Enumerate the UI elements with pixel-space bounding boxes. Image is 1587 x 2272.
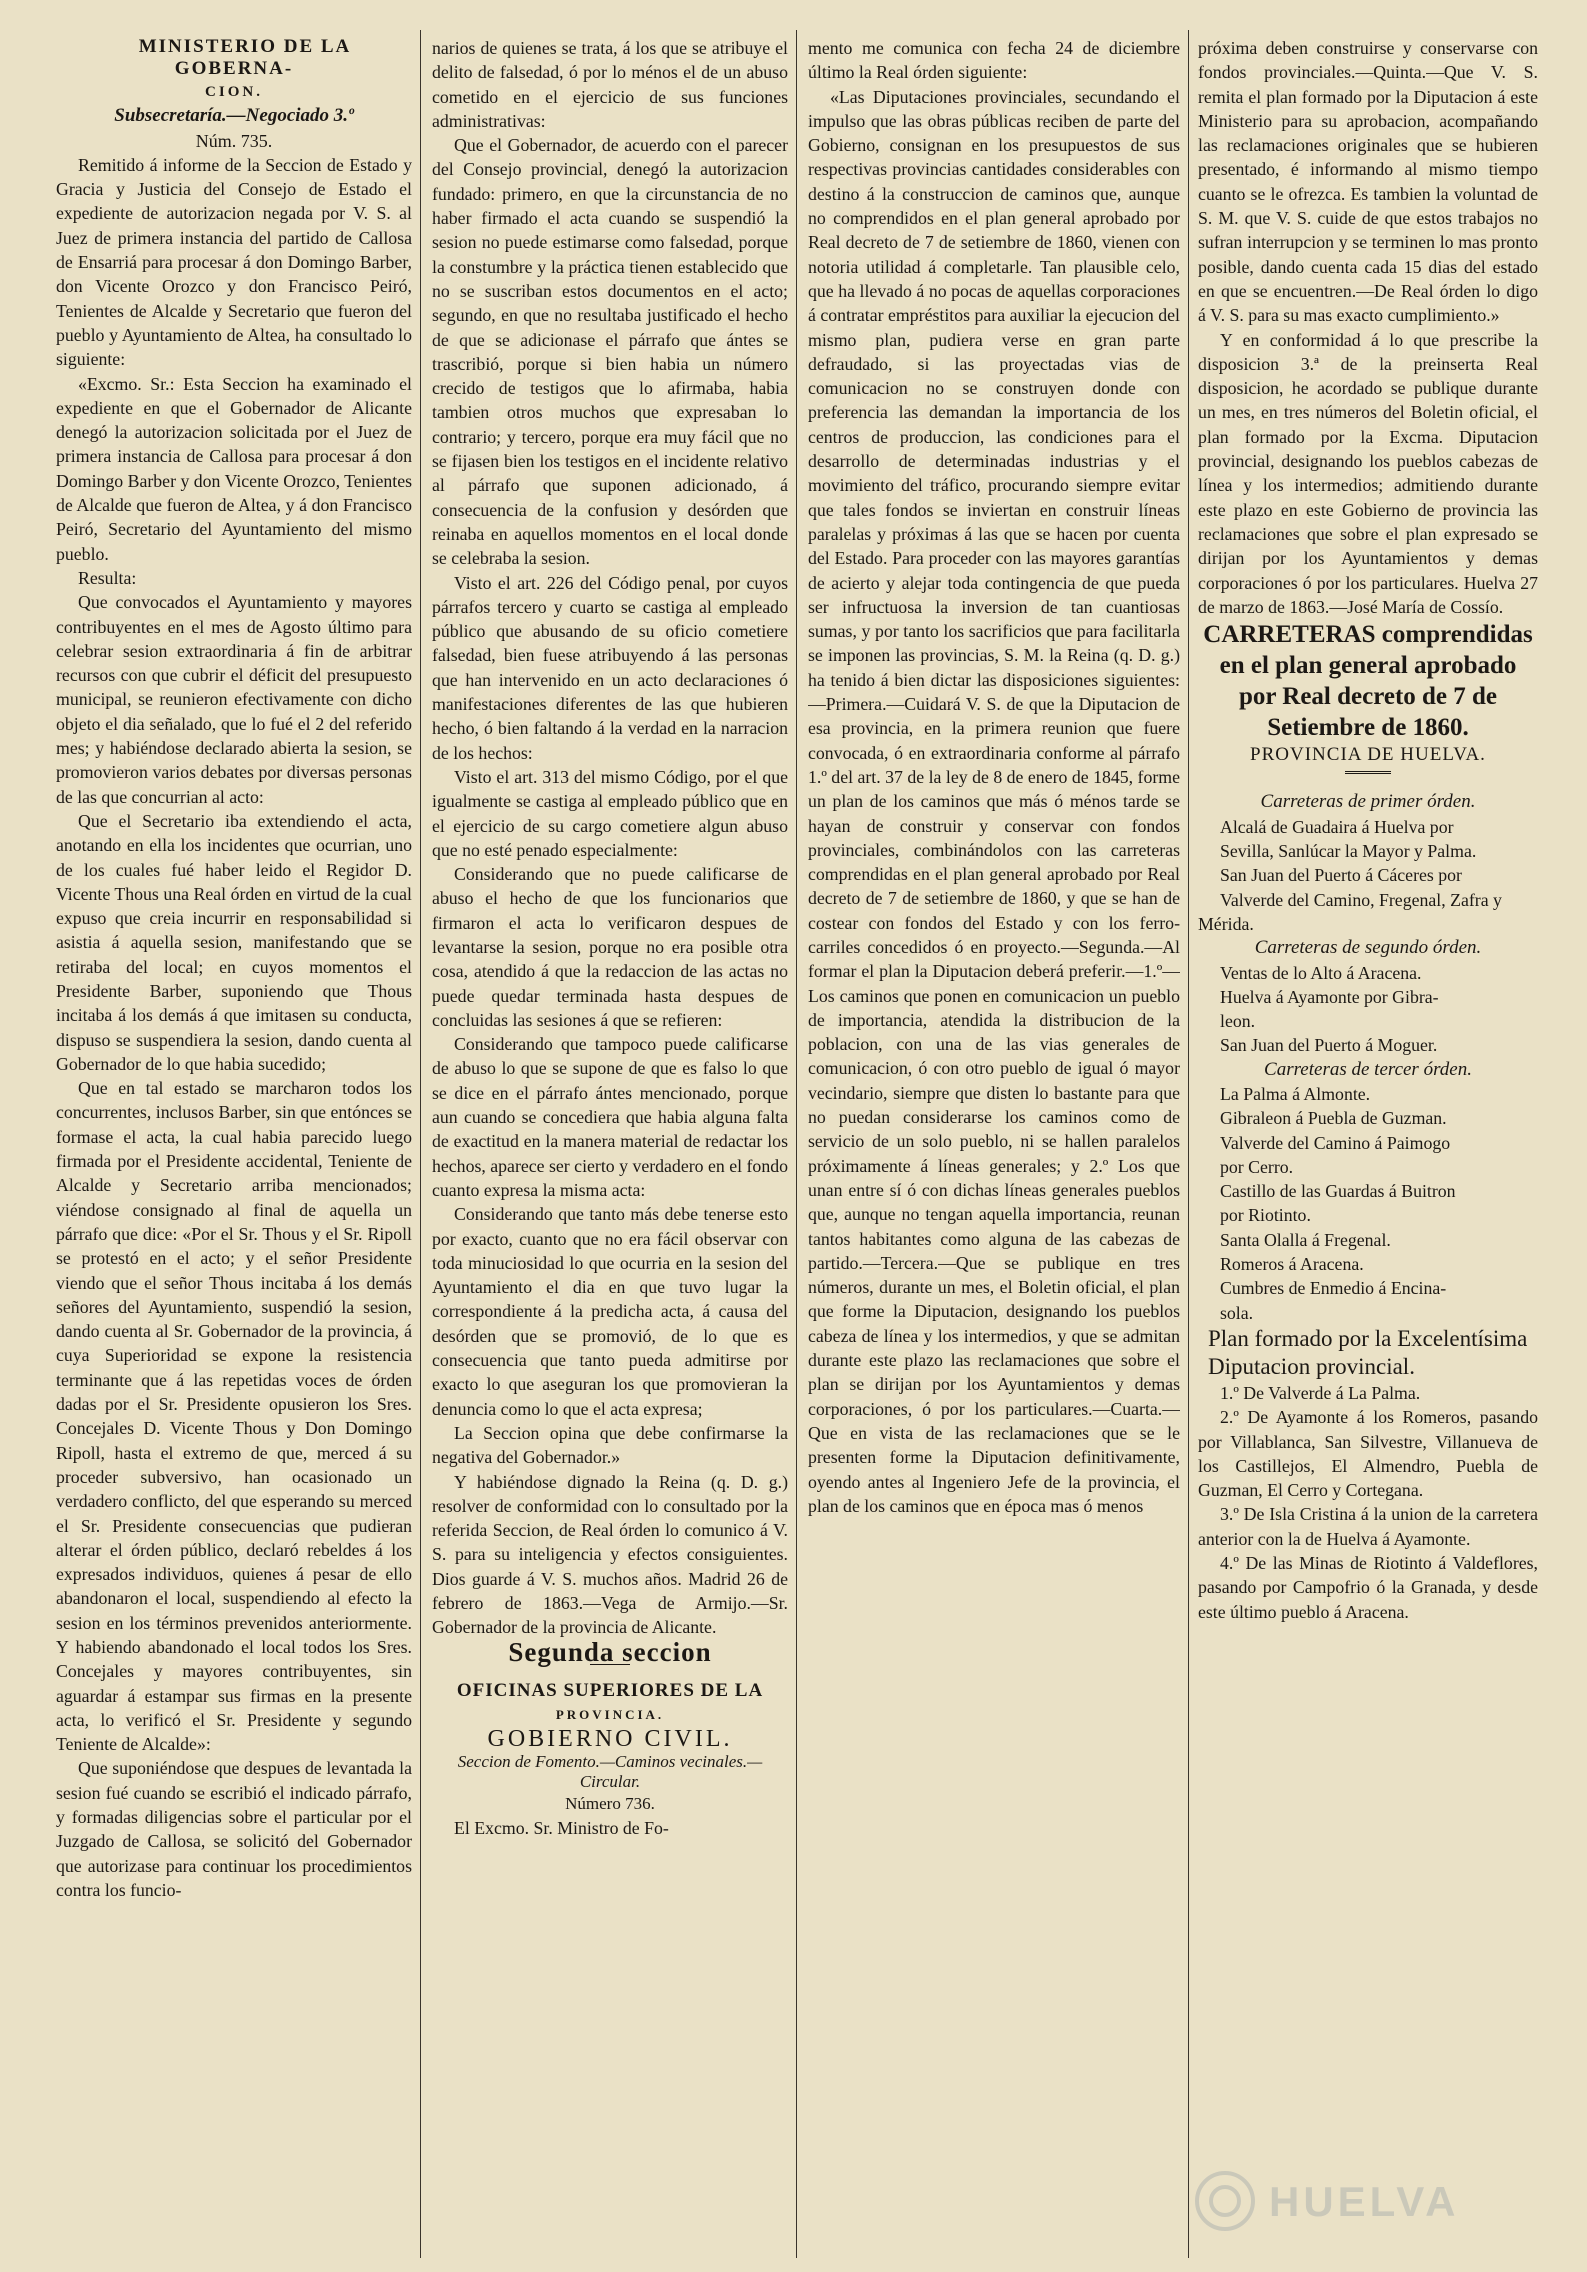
section-heading: Segunda seccion xyxy=(508,1636,712,1667)
road-item: Santa Olalla á Fregenal. xyxy=(1220,1229,1391,1250)
road-item-cont: por Riotinto. xyxy=(1220,1205,1311,1226)
paragraph: «Excmo. Sr.: Esta Seccion ha examinado el expediente en que el Gobernador de Alicante denegó la autorizacion solicitada por el Juez de primera instancia de Callosa para procesar á don Domingo Barber y don Vicente Orozco, Tenientes de Alcalde que fueron de Altea, y á don Francisco Peiró, Secretario del Ayuntamiento del mismo pueblo. xyxy=(56,373,412,564)
paragraph: Visto el art. 226 del Código penal, por cuyos párrafos tercero y cuarto se castiga al empleado público que abusando de su oficio cometiere falsedad, bien fuese atribuyendo á las personas que han intervenido en un acto declaraciones ó manifestaciones diferentes de las que hubieren hecho, ó bien faltando á la verdad en la narracion de los hechos: xyxy=(432,572,788,763)
paragraph: Resulta: xyxy=(78,567,137,588)
paragraph: Que en tal estado se marcharon todos los concurrentes, inclusos Barber, sin que entónces se formase el acta, la cual habia parecido luego firmada por el Presidente accidental, Teniente de Alcalde y Secretario arriba mencionados; viéndose consignado al final de aquella un párrafo que dice: «Por el Sr. Thous y el Sr. Ripoll se protestó en el acto; y el señor Presidente viendo que el señor Thous incitaba á los demás señores del Ayuntamiento, suspendió la sesion, dando cuenta al Sr. Gobernador de la provincia, á cuya Superioridad se expone la resistencia terminante que á las repetidas voces de órden dadas por el Sr. Presidente opusieron los Sres. Concejales D. Vicente Thous y Don Domingo Ripoll, hasta el extremo de que, merced á su proceder subversivo, han ocasionado un verdadero conflicto, del que esperando su merced el Sr. Presidente consecuencias que pudieran alterar el órden público, declaró rebeldes á los expresados individuos, quienes á pesar de ello abandonaron el local, suspendiendo al efecto la sesion en los términos prevenidos anteriormente. Y habiendo abandonado el local todos los Sres. Concejales y mayores contribuyentes, sin aguardar á estampar sus firmas en la presente acta, lo verificó el Sr. Presidente y segundo Teniente de Alcalde»: xyxy=(56,1078,412,1755)
watermark-text: HUELVA xyxy=(1269,2178,1460,2225)
road-item-cont: por Cerro. xyxy=(1220,1156,1294,1177)
column-rule xyxy=(420,30,421,2258)
road-item: Ventas de lo Alto á Aracena. xyxy=(1220,962,1422,983)
document-number: Núm. 735. xyxy=(195,130,273,151)
road-item-cont: leon. xyxy=(1220,1011,1256,1032)
road-item-cont: sola. xyxy=(1220,1302,1254,1323)
plan-title: Plan formado por la Excelentísima Diputacion provincial. xyxy=(1208,1325,1528,1379)
plan-item: 4.º De las Minas de Riotinto á Valdeflores, pasando por Campofrio ó la Granada, y desde este último pueblo á Aracena. xyxy=(1198,1553,1538,1622)
offices-heading: OFICINAS SUPERIORES DE LA xyxy=(456,1679,764,1701)
paragraph: «Las Diputaciones provinciales, secundando el impulso que las obras públicas reciben de parte del Gobierno, consignan en los presupuestos de sus respectivas provincias cantidades considerables con destino á la construccion de caminos que, aunque no comprendidos en el plan general aprobado por Real decreto de 7 de setiembre de 1860, vienen con notoria utilidad á completarle. Tan plausible celo, que ha llevado á no pocas de aquellas corporaciones á contratar empréstitos para auxiliar la ejecucion del mismo plan, pudiera verse en gran parte defraudado, si las proyectadas vias de comunicacion no se construyen donde con preferencia las demandan la importancia de los centros de produccion, las condiciones para el desarrollo de determinadas industrias y el movimiento del tráfico, procurando siempre evitar que tales fondos se inviertan en construir líneas paralelas y próximas á las que se hacen por cuenta del Estado. Para proceder con las mayores garantías de acierto y alejar toda contingencia de que pueda ser infructuosa la inversion de tan cuantiosas sumas, y por tanto los sacrificios que para facilitarla se imponen las provincias, S. M. la Reina (q. D. g.) ha tenido á bien dictar las disposiciones siguientes:—Primera.—Cuidará V. S. de que la Diputacion de esa provincia, en la primera reunion que fuere convocada, ó en extraordinaria conforme al párrafo 1.º del art. 37 de la ley de 8 de enero de 1845, forme un plan de los caminos que más ó ménos tarde se hayan de construir y conservar con fondos provinciales, combinándolos con las carreteras comprendidas en el plan general aprobado por Real decreto de 7 de setiembre de 1860, y que se han de costear con fondos del Estado y con los ferro-carriles concedidos ó en proyecto.—Segunda.—Al formar el plan la Diputacion deberá preferir.—1.º—Los caminos que ponen en comunicacion un pueblo de importancia, atendida la distribucion de la poblacion, con una de las vias generales de comunicacion, ó con otro pueblo de igual ó mayor vecindario, siempre que disten lo bastante para que no puedan considerarse los caminos como de servicio de un solo pueblo, ni se hallen paralelos próximamente á líneas generales; y 2.º Los que unan entre sí ó con dichas líneas generales pueblos que, aunque no tengan aquella importancia, reunan tantos habitantes como alguna de las cabezas de partido.—Tercera.—Que se publique en tres números, durante un mes, el Boletin oficial, el plan que forme la Diputacion, designando los pueblos cabeza de línea y los intermedios, y que se admitan durante este plazo las reclamaciones que sobre el plan se dirijan por los Ayuntamientos y demas corporaciones, ó por los particulares.—Cuarta.—Que en vista de las reclamaciones que se le presenten forme la Diputacion definitivamente, oyendo antes al Ingeniero Jefe de la provincia, el plan de los caminos que en época mas ó menos xyxy=(808,86,1180,1516)
column-2 xyxy=(432,36,788,2250)
road-item: La Palma á Almonte. xyxy=(1220,1083,1371,1104)
road-item: Cumbres de Enmedio á Encina- xyxy=(1220,1278,1447,1299)
paragraph: mento me comunica con fecha 24 de diciembre último la Real órden siguiente: xyxy=(808,38,1180,83)
carreteras-title: CARRETERAS comprendidas en el plan general aprobado por Real decreto de 7 de Setiembre de 1860. xyxy=(1203,621,1533,742)
road-item: San Juan del Puerto á Cáceres por xyxy=(1220,865,1462,886)
column-rule xyxy=(1188,30,1189,2258)
seccion-fomento: Seccion de Fomento.—Caminos vecinales.—Circular. xyxy=(457,1751,763,1791)
road-item: Gibraleon á Puebla de Guzman. xyxy=(1220,1108,1447,1129)
column-1 xyxy=(56,36,412,2250)
road-item: Huelva á Ayamonte por Gibra- xyxy=(1220,986,1439,1007)
column-4 xyxy=(1198,36,1538,2250)
paragraph: Que el Gobernador, de acuerdo con el parecer del Consejo provincial, denegó la autorizacion fundado: primero, en que la circunstancia de no haber firmado el acta cuando se suspendió la sesion no puede estimarse como falsedad, porque la constumbre y la práctica tienen establecido que no se suscriban estos documentos en el acto; segundo, en que no resultaba justificado el hecho de que se adicionase el párrafo que ántes se trascribió, porque si bien habia un número crecido de testigos que lo afirmaba, habia tambien otros muchos que expresaban lo contrario; y tercero, porque era muy fácil que no se fijasen bien los testigos en el incidente relativo al párrafo que suponen adicionado, á consecuencia de la confusion y desórden que reinaba en aquellos momentos en el local donde se celebraba la sesion. xyxy=(432,135,788,569)
road-item: Romeros á Aracena. xyxy=(1220,1254,1364,1275)
paragraph: Que suponiéndose que despues de levantada la sesion fué cuando se escribió el indicado párrafo, y formadas diligencias sobre el particular por el Juzgado de Callosa, se solicitó del Gobernador que autorizase para continuar los procedimientos contra los funcio- xyxy=(56,1758,412,1900)
paragraph: Remitido á informe de la Seccion de Estado y Gracia y Justicia del Consejo de Estado el expediente de autorizacion negada por V. S. al Juez de primera instancia del partido de Callosa de Ensarriá para procesar á don Domingo Barber, don Vicente Orozco y don Francisco Peiró, Tenientes de Alcalde y Secretario que fueron del pueblo y Ayuntamiento de Altea, ha consultado lo siguiente: xyxy=(56,154,412,370)
paragraph: narios de quienes se trata, á los que se atribuye el delito de falsedad, ó por lo ménos el de un abuso cometido en el ejercicio de sus funciones administrativas: xyxy=(432,38,788,131)
paragraph: La Seccion opina que debe confirmarse la negativa del Gobernador.» xyxy=(432,1422,788,1468)
paragraph: próxima deben construirse y conservarse con fondos provinciales.—Quinta.—Que V. S. remita el plan formado por la Diputacion á este Ministerio para su aprobacion, acompañando las reclamaciones originales que se hubieren presentado, é informando al mismo tiempo cuanto se le ofrezca. Es tambien la voluntad de S. M. que V. S. cuide de que estos trabajos no sufran interrupcion y se terminen lo mas pronto posible, dando cuenta cada 15 dias del estado en que se encuentren.—De Real órden lo digo á V. S. para su mas exacto cumplimiento.» xyxy=(1198,38,1538,326)
paragraph: Que convocados el Ayuntamiento y mayores contribuyentes en el mes de Agosto último para celebrar sesion extraordinaria á fin de arbitrar recursos con que cubrir el déficit del presupuesto municipal, se reunieron efectivamente con dicho objeto el dia señalado, que lo fué el 2 del referido mes; y habiéndose declarado abierta la sesion, se promovieron varios debates por diversas personas de las que concurrian al acto: xyxy=(56,592,412,807)
divider xyxy=(1345,771,1391,774)
paragraph: Considerando que tanto más debe tenerse esto por exacto, cuanto que no era fácil observar con toda minuciosidad lo que ocurria en la sesion del Ayuntamiento el dia en que tuvo lugar la correspondiente á la predicha acta, á causa del desórden que se promovió, de lo que es consecuencia que tanto pueda admitirse por exacto lo que aseguran los que promovieran la denuncia como lo que el acta expresa; xyxy=(432,1204,788,1419)
document-number: Número 736. xyxy=(565,1793,655,1813)
paragraph: El Excmo. Sr. Ministro de Fo- xyxy=(454,1818,669,1839)
paragraph: Visto el art. 313 del mismo Código, por el que igualmente se castiga al empleado público que en el ejercicio de su cargo cometiere algun abuso que no esté penado especialmente: xyxy=(432,766,788,860)
paragraph: Considerando que tampoco puede calificarse de abuso lo que se supone de que es falso lo que se dice en el párrafo ántes mencionado, porque aun cuando se concediera que habia alguna falta de exactitud en la manera material de redactar los hechos, aparece ser cierto y verdadero en el fondo cuanto expresa la misma acta: xyxy=(432,1034,788,1200)
ministry-heading: MINISTERIO DE LA GOBERNA- xyxy=(138,36,352,79)
road-item-cont: Sevilla, Sanlúcar la Mayor y Palma. xyxy=(1220,841,1477,862)
province-subheading: PROVINCIA. xyxy=(555,1707,665,1723)
paragraph: Y en conformidad á lo que prescribe la disposicion 3.ª de la preinserta Real disposicion, he acordado se publique durante un mes, en tres números del Boletin oficial, el plan formado por la Excma. Diputacion provincial, designando los pueblos cabezas de línea y los intermedios; admitiendo durante este plazo en este Gobierno de provincia las reclamaciones que sobre el plan expresado se dirijan por los Ayuntamientos y demas corporaciones ó por los particulares. Huelva 27 de marzo de 1863.—José María de Cossío. xyxy=(1198,329,1538,617)
tercer-orden-heading: Carreteras de tercer órden. xyxy=(1264,1058,1472,1080)
paragraph: Que el Secretario iba extendiendo el acta, anotando en ella los incidentes que ocurrian, uno de los cuales fué haber leido el Regidor D. Vicente Thous una Real órden en virtud de la cual expuso que creia incurrir en responsabilidad si asistia á aquella sesion, manifestando que se retiraba del local; en cuyos momentos el Presidente Barber, suponiendo que Thous incitaba á los demás á que imitasen su conducta, dispuso se suspendiera la sesion, dando cuenta al Gobernador de lo que habia sucedido; xyxy=(56,810,412,1074)
column-rule xyxy=(796,30,797,2258)
segundo-orden-heading: Carreteras de segundo órden. xyxy=(1254,937,1482,959)
paragraph: Y habiéndose dignado la Reina (q. D. g.) resolver de conformidad con lo consultado por la referida Seccion, de Real órden lo comunico á V. S. para su inteligencia y efectos consiguientes. Dios guarde á V. S. muchos años. Madrid 26 de febrero de 1863.—Vega de Armijo.—Sr. Gobernador de la provincia de Alicante. xyxy=(432,1471,788,1638)
plan-item: 1.º De Valverde á La Palma. xyxy=(1220,1382,1421,1403)
column-3 xyxy=(808,36,1180,2250)
road-item: San Juan del Puerto á Moguer. xyxy=(1220,1035,1438,1056)
plan-item: 3.º De Isla Cristina á la union de la carretera anterior con la de Huelva á Ayamonte. xyxy=(1198,1504,1538,1549)
primer-orden-heading: Carreteras de primer órden. xyxy=(1260,791,1476,813)
paragraph: Considerando que no puede calificarse de abuso el hecho de que los funcionarios que firmaron el acta lo verificaron despues de levantarse la sesion, porque no era posible otra cosa, atendido á que la redaccion de las actas no puede quedar terminada hasta despues de concluidas las sesiones á que se refieren: xyxy=(432,864,788,1030)
province-heading: PROVINCIA DE HUELVA. xyxy=(1250,744,1486,766)
road-item: Castillo de las Guardas á Buitron xyxy=(1220,1181,1456,1202)
plan-item: 2.º De Ayamonte á los Romeros, pasando por Villablanca, San Silvestre, Villanueva de los Castillejos, El Almendro, Puebla de Guzman, El Cerro y Cortegana. xyxy=(1198,1407,1538,1501)
ministry-heading-cont: CION. xyxy=(205,84,263,100)
road-item: Alcalá de Guadaira á Huelva por xyxy=(1220,816,1454,837)
road-item-cont: Valverde del Camino, Fregenal, Zafra y Mérida. xyxy=(1198,889,1502,934)
gobierno-heading: GOBIERNO CIVIL. xyxy=(487,1726,733,1753)
library-watermark xyxy=(1193,2166,1513,2236)
road-item: Valverde del Camino á Paimogo xyxy=(1220,1132,1451,1153)
subsecretaria-heading: Subsecretaría.—Negociado 3.º xyxy=(114,105,354,127)
